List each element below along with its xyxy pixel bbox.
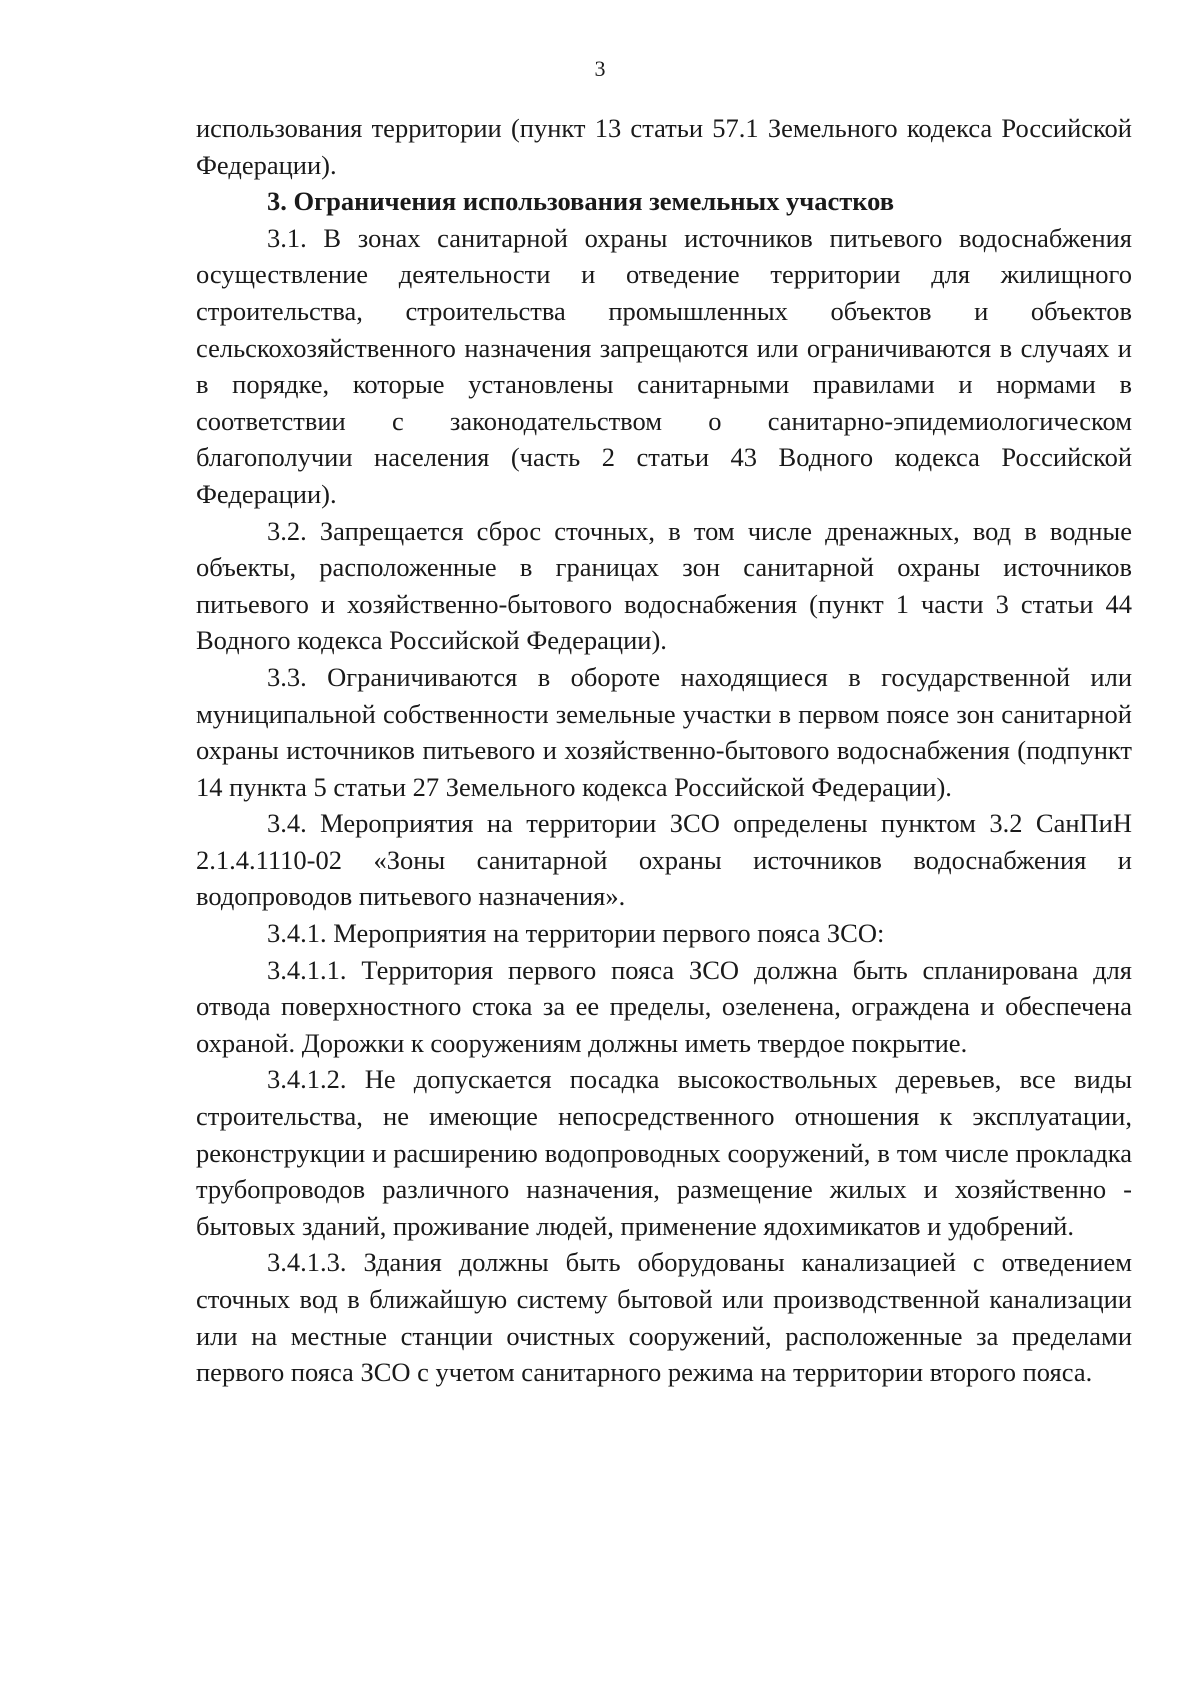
page-number: 3 bbox=[594, 56, 606, 81]
section-heading: 3. Ограничения использования земельных участков bbox=[267, 186, 895, 217]
paragraph-3-4-1-3: 3.4.1.3. Здания должны быть оборудованы канализацией с отведением сточных вод в ближайшую систему бытовой или производственной канализации или на местные станции очистных сооружений, расположенные за пределами первого пояса ЗСО с учетом санитарного режима на территории второго пояса. bbox=[196, 1247, 1132, 1388]
paragraph-3-4-1-2: 3.4.1.2. Не допускается посадка высокоствольных деревьев, все виды строительства, не имеющие непосредственного отношения к эксплуатации, реконструкции и расширению водопроводных сооружений, в том числе прокладка трубопроводов различного назначения, размещение жилых и хозяйственно - бытовых зданий, проживание людей, применение ядохимикатов и удобрений. bbox=[196, 1064, 1132, 1241]
paragraph-3-4-1-1: 3.4.1.1. Территория первого пояса ЗСО должна быть спланирована для отвода поверхностного стока за ее пределы, озеленена, ограждена и обеспечена охраной. Дорожки к сооружениям должны иметь твердое покрытие. bbox=[196, 954, 1132, 1058]
paragraph-3-2: 3.2. Запрещается сброс сточных, в том числе дренажных, вод в водные объекты, расположенные в границах зон санитарной охраны источников питьевого и хозяйственно-бытового водоснабжения (пункт 1 части 3 статьи 44 Водного кодекса Российской Федерации). bbox=[196, 515, 1132, 656]
intro-paragraph: использования территории (пункт 13 статьи 57.1 Земельного кодекса Российской Федерации). bbox=[196, 113, 1132, 180]
paragraph-3-3: 3.3. Ограничиваются в обороте находящиеся в государственной или муниципальной собственности земельные участки в первом поясе зон санитарной охраны источников питьевого и хозяйственно-бытового водоснабжения (подпункт 14 пункта 5 статьи 27 Земельного кодекса Российской Федерации). bbox=[196, 661, 1132, 802]
document-body bbox=[196, 110, 1132, 1391]
paragraph-3-1: 3.1. В зонах санитарной охраны источников питьевого водоснабжения осуществление деятельности и отведение территории для жилищного строительства, строительства промышленных объектов и объектов сельскохозяйственного назначения запрещаются или ограничиваются в случаях и в порядке, которые установлены санитарными правилами и нормами в соответствии с законодательством о санитарно-эпидемиологическом благополучии населения (часть 2 статьи 43 Водного кодекса Российской Федерации). bbox=[196, 222, 1132, 509]
paragraph-3-4-1: 3.4.1. Мероприятия на территории первого пояса ЗСО: bbox=[267, 918, 885, 949]
paragraph-3-4: 3.4. Мероприятия на территории ЗСО определены пунктом 3.2 СанПиН 2.1.4.1110-02 «Зоны санитарной охраны источников водоснабжения и водопроводов питьевого назначения». bbox=[196, 808, 1132, 912]
